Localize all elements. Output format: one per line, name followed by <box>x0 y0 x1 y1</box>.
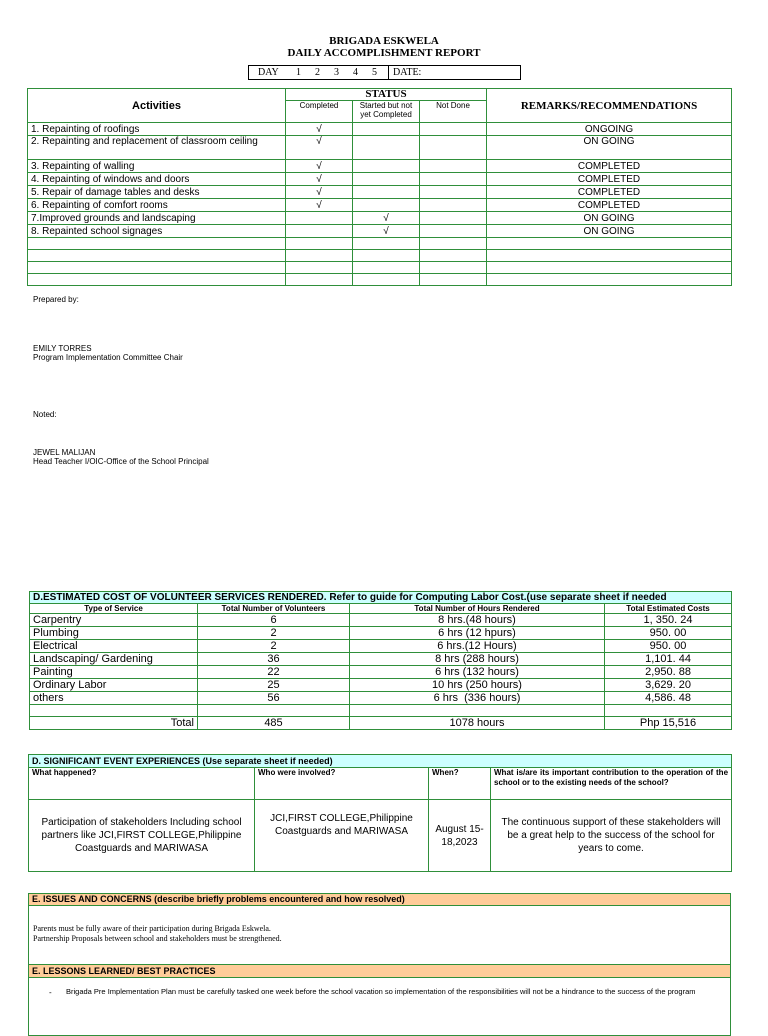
remarks-cell: ON GOING <box>487 136 732 160</box>
remarks-cell: COMPLETED <box>487 160 732 173</box>
service-cell: Electrical <box>30 640 198 653</box>
volunteers-cell: 2 <box>198 640 350 653</box>
table-row <box>28 160 732 173</box>
notdone-cell <box>420 160 487 173</box>
total-row <box>30 717 732 730</box>
volunteers-cell: 22 <box>198 666 350 679</box>
total-label: Total <box>30 717 198 730</box>
col-when: When? <box>429 768 491 800</box>
table-row-empty <box>28 262 732 274</box>
cost-cell: 1, 350. 24 <box>605 614 732 627</box>
notdone-cell <box>420 123 487 136</box>
service-cell: Carpentry <box>30 614 198 627</box>
service-cell: Landscaping/ Gardening <box>30 653 198 666</box>
col-total-volunteers: Total Number of Volunteers <box>198 604 350 614</box>
events-table <box>28 754 732 872</box>
hours-cell: 8 hrs (288 hours) <box>350 653 605 666</box>
day-3: 3 <box>334 67 339 78</box>
activity-cell: 7.Improved grounds and landscaping <box>28 212 286 225</box>
total-cost: Php 15,516 <box>605 717 732 730</box>
started-cell <box>353 173 420 186</box>
col-who-involved: Who were involved? <box>255 768 429 800</box>
hours-cell: 8 hrs.(48 hours) <box>350 614 605 627</box>
completed-cell <box>286 212 353 225</box>
date-divider <box>388 66 389 79</box>
date-label: DATE: <box>393 67 422 78</box>
table-row <box>30 666 732 679</box>
started-cell: √ <box>353 212 420 225</box>
table-row <box>28 212 732 225</box>
table-row <box>28 123 732 136</box>
table-row-empty <box>28 274 732 286</box>
remarks-cell: ONGOING <box>487 123 732 136</box>
started-header: Started but not yet Completed <box>353 101 420 123</box>
volunteers-cell: 2 <box>198 627 350 640</box>
volunteers-cell: 6 <box>198 614 350 627</box>
report-title-line1: BRIGADA ESKWELA <box>329 35 439 47</box>
day-label: DAY <box>258 67 279 78</box>
remarks-cell: ON GOING <box>487 225 732 238</box>
table-row-empty <box>30 705 732 717</box>
day-5: 5 <box>372 67 377 78</box>
cost-cell: 4,586. 48 <box>605 692 732 705</box>
issues-section-title: E. ISSUES AND CONCERNS (describe briefly problems encountered and how resolved) <box>29 894 730 906</box>
table-row <box>28 186 732 199</box>
activities-header: Activities <box>28 89 286 123</box>
prepared-label: Prepared by: <box>33 295 79 304</box>
hours-cell: 6 hrs (336 hours) <box>350 692 605 705</box>
remarks-cell: COMPLETED <box>487 173 732 186</box>
issues-line-1: Parents must be fully aware of their participation during Brigada Eskwela. <box>33 924 271 933</box>
cost-cell: 950. 00 <box>605 640 732 653</box>
cost-cell: 2,950. 88 <box>605 666 732 679</box>
activity-cell: 8. Repainted school signages <box>28 225 286 238</box>
day-1: 1 <box>296 67 301 78</box>
started-cell <box>353 123 420 136</box>
activity-cell: 2. Repainting and replacement of classroom ceiling <box>28 136 286 160</box>
remarks-header: REMARKS/RECOMMENDATIONS <box>487 89 732 123</box>
table-row <box>30 627 732 640</box>
remarks-cell: ON GOING <box>487 212 732 225</box>
col-contribution: What is/are its important contribution to the operation of the school or to the existing needs of the school? <box>491 768 732 800</box>
prepared-name: EMILY TORRES <box>33 344 92 353</box>
events-section-title: D. SIGNIFICANT EVENT EXPERIENCES (Use separate sheet if needed) <box>29 755 732 768</box>
completed-cell: √ <box>286 173 353 186</box>
started-cell: √ <box>353 225 420 238</box>
notdone-cell <box>420 225 487 238</box>
service-cell: others <box>30 692 198 705</box>
notdone-cell <box>420 212 487 225</box>
hours-cell: 6 hrs (132 hours) <box>350 666 605 679</box>
what-cell: Participation of stakeholders Including school partners like JCI,FIRST COLLEGE,Philippine Coastguards and MARIWASA <box>29 800 255 872</box>
activity-cell: 3. Repainting of walling <box>28 160 286 173</box>
completed-cell: √ <box>286 199 353 212</box>
issues-section <box>28 893 731 965</box>
volunteers-cell: 36 <box>198 653 350 666</box>
table-row <box>29 800 732 872</box>
cost-cell: 950. 00 <box>605 627 732 640</box>
activity-cell: 5. Repair of damage tables and desks <box>28 186 286 199</box>
col-type-of-service: Type of Service <box>30 604 198 614</box>
who-cell: JCI,FIRST COLLEGE,Philippine Coastguards and MARIWASA <box>255 800 429 872</box>
cost-cell: 3,629. 20 <box>605 679 732 692</box>
noted-name: JEWEL MALIJAN <box>33 448 96 457</box>
remarks-cell: COMPLETED <box>487 199 732 212</box>
total-hours: 1078 hours <box>350 717 605 730</box>
service-cell: Ordinary Labor <box>30 679 198 692</box>
table-row <box>30 614 732 627</box>
notdone-cell <box>420 136 487 160</box>
notdone-header: Not Done <box>420 101 487 123</box>
started-cell <box>353 186 420 199</box>
status-table <box>27 88 732 286</box>
activity-cell: 4. Repainting of windows and doors <box>28 173 286 186</box>
total-volunteers: 485 <box>198 717 350 730</box>
volunteer-table <box>29 591 732 730</box>
prepared-title: Program Implementation Committee Chair <box>33 353 183 362</box>
activity-cell: 6. Repainting of comfort rooms <box>28 199 286 212</box>
table-row <box>30 679 732 692</box>
col-total-costs: Total Estimated Costs <box>605 604 732 614</box>
completed-cell: √ <box>286 160 353 173</box>
table-row <box>28 225 732 238</box>
service-cell: Plumbing <box>30 627 198 640</box>
day-date-box <box>248 65 521 80</box>
service-cell: Painting <box>30 666 198 679</box>
volunteer-section-title: D.ESTIMATED COST OF VOLUNTEER SERVICES RENDERED. Refer to guide for Computing Labor Cost.(use separate sheet if needed <box>30 592 732 604</box>
cost-cell: 1,101. 44 <box>605 653 732 666</box>
started-cell <box>353 160 420 173</box>
table-row-empty <box>28 238 732 250</box>
remarks-cell: COMPLETED <box>487 186 732 199</box>
lessons-bullet: - <box>49 988 52 997</box>
notdone-cell <box>420 173 487 186</box>
table-row <box>30 653 732 666</box>
completed-cell: √ <box>286 186 353 199</box>
notdone-cell <box>420 186 487 199</box>
report-title-line2: DAILY ACCOMPLISHMENT REPORT <box>287 47 481 59</box>
table-row <box>28 173 732 186</box>
day-2: 2 <box>315 67 320 78</box>
status-header: STATUS <box>286 89 487 101</box>
table-row <box>30 692 732 705</box>
activity-cell: 1. Repainting of roofings <box>28 123 286 136</box>
day-4: 4 <box>353 67 358 78</box>
hours-cell: 6 hrs.(12 Hours) <box>350 640 605 653</box>
col-total-hours: Total Number of Hours Rendered <box>350 604 605 614</box>
table-row-empty <box>28 250 732 262</box>
lessons-item-1: Brigada Pre Implementation Plan must be carefully tasked one week before the school vacation so implementation of the responsibilities will not be a hindrance to the success of the program <box>66 987 696 996</box>
table-row <box>28 136 732 160</box>
issues-line-2: Partnership Proposals between school and stakeholders must be strengthened. <box>33 934 282 943</box>
notdone-cell <box>420 199 487 212</box>
completed-cell: √ <box>286 123 353 136</box>
completed-header: Completed <box>286 101 353 123</box>
completed-cell: √ <box>286 136 353 160</box>
table-row <box>30 640 732 653</box>
noted-title: Head Teacher I/OIC-Office of the School Principal <box>33 457 209 466</box>
started-cell <box>353 136 420 160</box>
report-title <box>0 35 768 59</box>
completed-cell <box>286 225 353 238</box>
noted-label: Noted: <box>33 410 57 419</box>
lessons-section-title: E. LESSONS LEARNED/ BEST PRACTICES <box>29 965 730 978</box>
table-row <box>28 199 732 212</box>
volunteers-cell: 25 <box>198 679 350 692</box>
hours-cell: 10 hrs (250 hours) <box>350 679 605 692</box>
contribution-cell: The continuous support of these stakeholders will be a great help to the success of the school for years to come. <box>491 800 732 872</box>
when-cell: August 15-18,2023 <box>429 800 491 872</box>
lessons-section <box>28 964 731 1036</box>
hours-cell: 6 hrs (12 hpurs) <box>350 627 605 640</box>
volunteers-cell: 56 <box>198 692 350 705</box>
col-what-happened: What happened? <box>29 768 255 800</box>
started-cell <box>353 199 420 212</box>
